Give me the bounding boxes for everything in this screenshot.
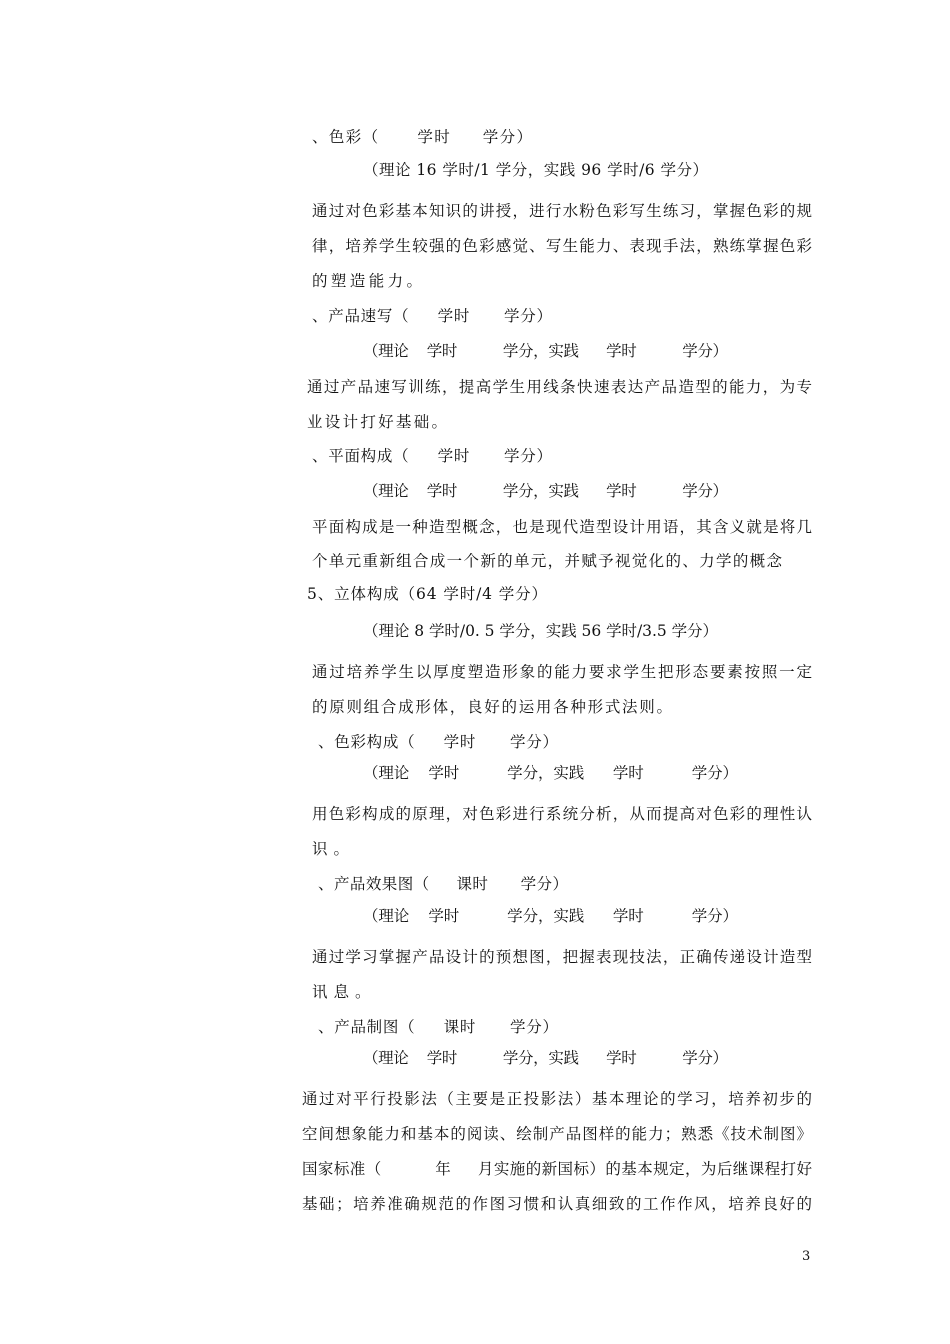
desc-product-sketch-2: 业设计打好基础。 bbox=[307, 413, 450, 431]
page-number: 3 bbox=[802, 1249, 811, 1264]
desc-color-2: 律，培养学生较强的色彩感觉、写生能力、表现手法，熟练掌握色彩 bbox=[312, 237, 814, 255]
desc-product-drafting-2: 空间想象能力和基本的阅读、绘制产品图样的能力；熟悉《技术制图》 bbox=[302, 1125, 813, 1143]
desc-3d-composition-2: 的原则组合成形体，良好的运用各种形式法则。 bbox=[312, 698, 674, 716]
desc-product-drafting-3: 国家标准（ 年 月实施的新国标）的基本规定，为后继课程打好 bbox=[302, 1160, 813, 1178]
heading-plane-composition: 、平面构成（ 学时 学分） bbox=[312, 447, 553, 465]
desc-plane-composition-1: 平面构成是一种造型概念，也是现代造型设计用语，其含义就是将几 bbox=[312, 518, 814, 536]
hours-color-composition: （理论 学时 学分，实践 学时 学分） bbox=[363, 764, 738, 782]
desc-color-composition-2: 识。 bbox=[312, 840, 356, 858]
heading-color-composition: 、色彩构成（ 学时 学分） bbox=[318, 733, 559, 751]
hours-3d-composition: （理论 8 学时/0. 5 学分，实践 56 学时/3.5 学分） bbox=[363, 622, 718, 640]
heading-product-rendering: 、产品效果图（ 课时 学分） bbox=[318, 875, 569, 893]
hours-color: （理论 16 学时/1 学分，实践 96 学时/6 学分） bbox=[363, 161, 709, 179]
desc-product-rendering-1: 通过学习掌握产品设计的预想图，把握表现技法，正确传递设计造型 bbox=[312, 948, 814, 966]
heading-3d-composition: 5、立体构成（64 学时/4 学分） bbox=[307, 585, 548, 603]
heading-product-drafting: 、产品制图（ 课时 学分） bbox=[318, 1018, 559, 1036]
hours-product-rendering: （理论 学时 学分，实践 学时 学分） bbox=[363, 907, 738, 925]
desc-product-sketch-1: 通过产品速写训练，提高学生用线条快速表达产品造型的能力，为专 bbox=[307, 378, 814, 396]
desc-color-3: 的塑造能力。 bbox=[312, 272, 426, 290]
desc-plane-composition-2: 个单元重新组合成一个新的单元，并赋予视觉化的、力学的概念 bbox=[312, 552, 784, 570]
heading-product-sketch: 、产品速写（ 学时 学分） bbox=[312, 307, 553, 325]
desc-product-drafting-1: 通过对平行投影法（主要是正投影法）基本理论的学习，培养初步的 bbox=[302, 1090, 814, 1108]
hours-plane-composition: （理论 学时 学分，实践 学时 学分） bbox=[363, 482, 728, 500]
hours-product-sketch: （理论 学时 学分，实践 学时 学分） bbox=[363, 342, 728, 360]
desc-color-composition-1: 用色彩构成的原理，对色彩进行系统分析，从而提高对色彩的理性认 bbox=[312, 805, 814, 823]
desc-color-1: 通过对色彩基本知识的讲授，进行水粉色彩写生练习，掌握色彩的规 bbox=[312, 202, 814, 220]
desc-product-drafting-4: 基础；培养准确规范的作图习惯和认真细致的工作作风，培养良好的 bbox=[302, 1195, 814, 1213]
heading-color: 、色彩（ 学时 学分） bbox=[312, 128, 534, 146]
desc-product-rendering-2: 讯息。 bbox=[312, 983, 377, 1001]
desc-3d-composition-1: 通过培养学生以厚度塑造形象的能力要求学生把形态要素按照一定 bbox=[312, 663, 814, 681]
hours-product-drafting: （理论 学时 学分，实践 学时 学分） bbox=[363, 1049, 728, 1067]
